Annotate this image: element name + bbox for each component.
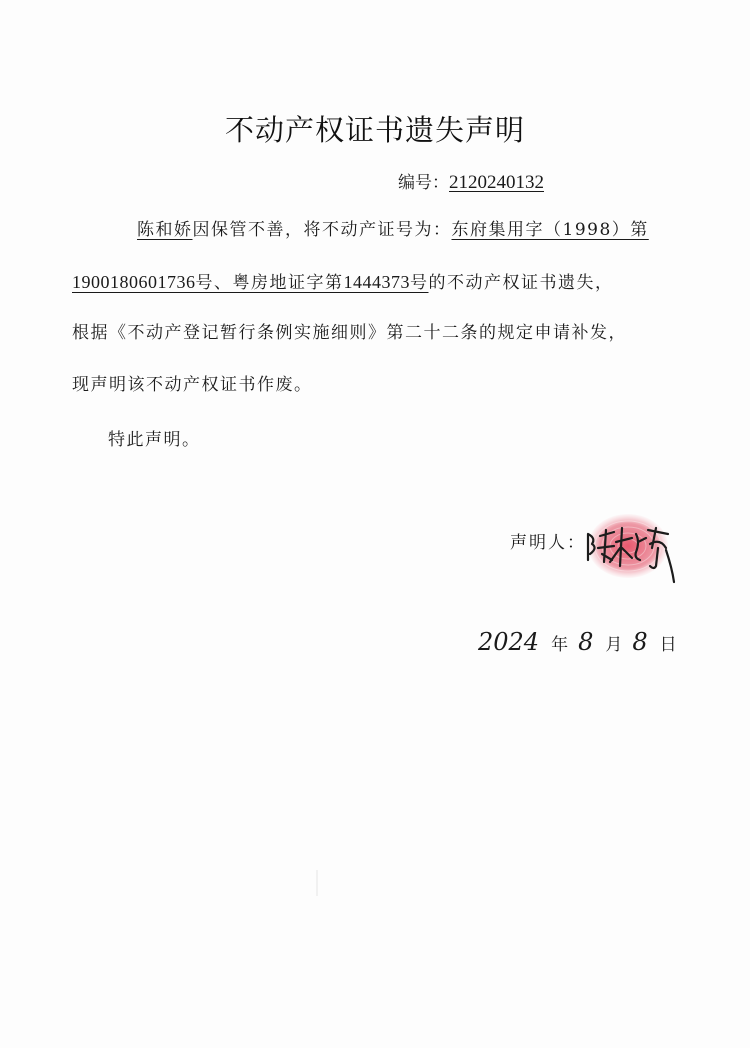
- fingerprint-signature: [580, 508, 680, 588]
- body-line-2: [72, 268, 614, 293]
- declarant-name: 陈和娇: [137, 220, 193, 240]
- date-year: 2024: [478, 628, 540, 656]
- date-month-unit: 月: [605, 635, 623, 655]
- certificate-2-prefix: 粤房地证字第: [232, 273, 344, 293]
- serial-number-line: [398, 168, 544, 194]
- certificate-2-suffix: 号: [410, 273, 429, 293]
- body-line-1-text: 因保管不善，将不动产证号为：: [192, 220, 452, 240]
- certificate-2-number: 1444373: [343, 272, 410, 292]
- certificate-1-number: 1900180601736: [72, 272, 196, 292]
- date-year-unit: 年: [551, 635, 569, 655]
- document-title: 不动产权证书遗失声明: [224, 113, 525, 147]
- date-month: 8: [578, 628, 594, 656]
- body-line-2-text: 的不动产权证书遗失，: [428, 273, 614, 293]
- closing-statement: 特此声明。: [108, 430, 201, 450]
- date-day: 8: [632, 628, 648, 656]
- serial-number: 2120240132: [449, 172, 544, 193]
- body-line-1: [137, 215, 649, 240]
- declaration-date: [478, 628, 687, 668]
- fingerprint-icon: [588, 514, 668, 578]
- body-line-4: 现声明该不动产权证书作废。: [72, 375, 313, 395]
- serial-label: 编号：: [398, 173, 449, 193]
- scan-artifact: [316, 870, 318, 896]
- certificate-separator: 号、: [195, 273, 233, 293]
- certificate-1-prefix: 东府集用字（1998）第: [451, 220, 649, 240]
- date-day-unit: 日: [659, 635, 677, 655]
- declarant-label: 声明人：: [510, 533, 586, 553]
- body-line-3: 根据《不动产登记暂行条例实施细则》第二十二条的规定申请补发，: [72, 323, 627, 343]
